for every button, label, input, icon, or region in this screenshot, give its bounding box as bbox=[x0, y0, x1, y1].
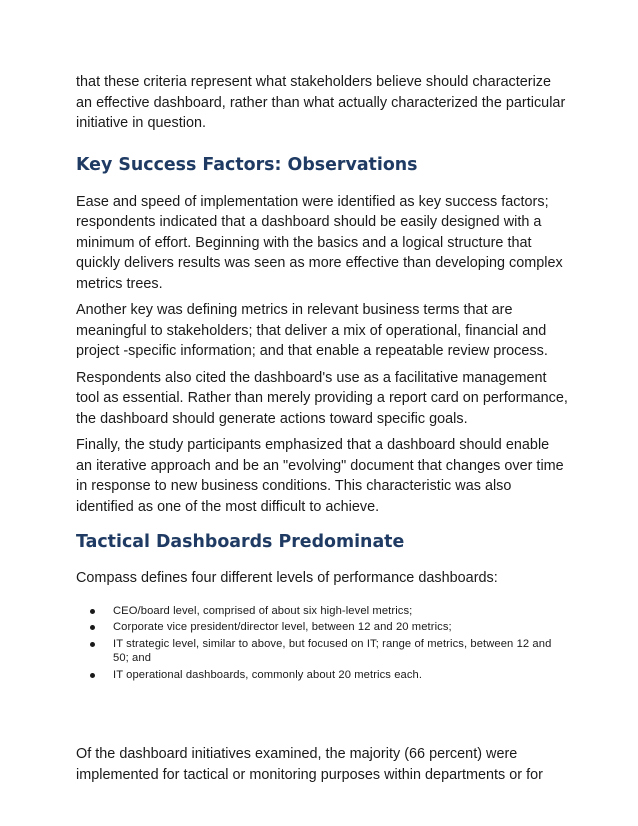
list-item-text: IT operational dashboards, commonly about 20 metrics each. bbox=[113, 668, 423, 681]
list-item-text: CEO/board level, comprised of about six high-level metrics; bbox=[113, 604, 413, 617]
list-item-text: Corporate vice president/director level, between 12 and 20 metrics; bbox=[113, 621, 452, 633]
list-item-text: IT strategic level, similar to above, but focused on IT; range of metrics, between 12 and 50; and bbox=[113, 637, 552, 664]
dashboard-levels-list bbox=[76, 604, 568, 683]
intro-paragraph: that these criteria represent what stakeholders believe should characterize an effective dashboard, rather than what actually characterized the particular initiative in question. bbox=[76, 74, 566, 131]
document-page bbox=[76, 72, 568, 791]
paragraph-compass-levels: Compass defines four different levels of performance dashboards: bbox=[76, 570, 498, 586]
section-heading-tactical-dashboards: Tactical Dashboards Predominate bbox=[76, 532, 405, 552]
paragraph-initiatives-examined: Of the dashboard initiatives examined, the majority (66 percent) were implemented for tactical or monitoring purposes within departments or for bbox=[76, 746, 543, 783]
list-item bbox=[76, 637, 568, 666]
paragraph-iterative-approach: Finally, the study participants emphasized that a dashboard should enable an iterative approach and be an "evolving" document that changes over time in response to new business conditions. This characteristic was also identified as one of the most difficult to achieve. bbox=[76, 437, 564, 515]
bullet-icon bbox=[90, 609, 95, 614]
bullet-icon bbox=[90, 642, 95, 647]
paragraph-ease-and-speed: Ease and speed of implementation were identified as key success factors; respondents indicated that a dashboard should be easily designed with a minimum of effort. Beginning with the basics and a logical structure that quickly delivers results was seen as more effective than developing complex metrics trees. bbox=[76, 193, 563, 292]
section-heading-key-success-factors: Key Success Factors: Observations bbox=[76, 154, 418, 175]
paragraph-facilitative-tool: Respondents also cited the dashboard's use as a facilitative management tool as essential. Rather than merely providing a report card on performance, the dashboard should generate actions toward specific goals. bbox=[76, 369, 568, 427]
bullet-icon bbox=[90, 625, 95, 630]
paragraph-defining-metrics: Another key was defining metrics in relevant business terms that are meaningful to stakeholders; that deliver a mix of operational, financial and project -specific information; and that enable a repeatable review process. bbox=[76, 302, 548, 359]
list-item bbox=[76, 620, 568, 635]
list-item bbox=[76, 668, 568, 683]
bullet-icon bbox=[90, 673, 95, 678]
list-item bbox=[76, 604, 568, 619]
